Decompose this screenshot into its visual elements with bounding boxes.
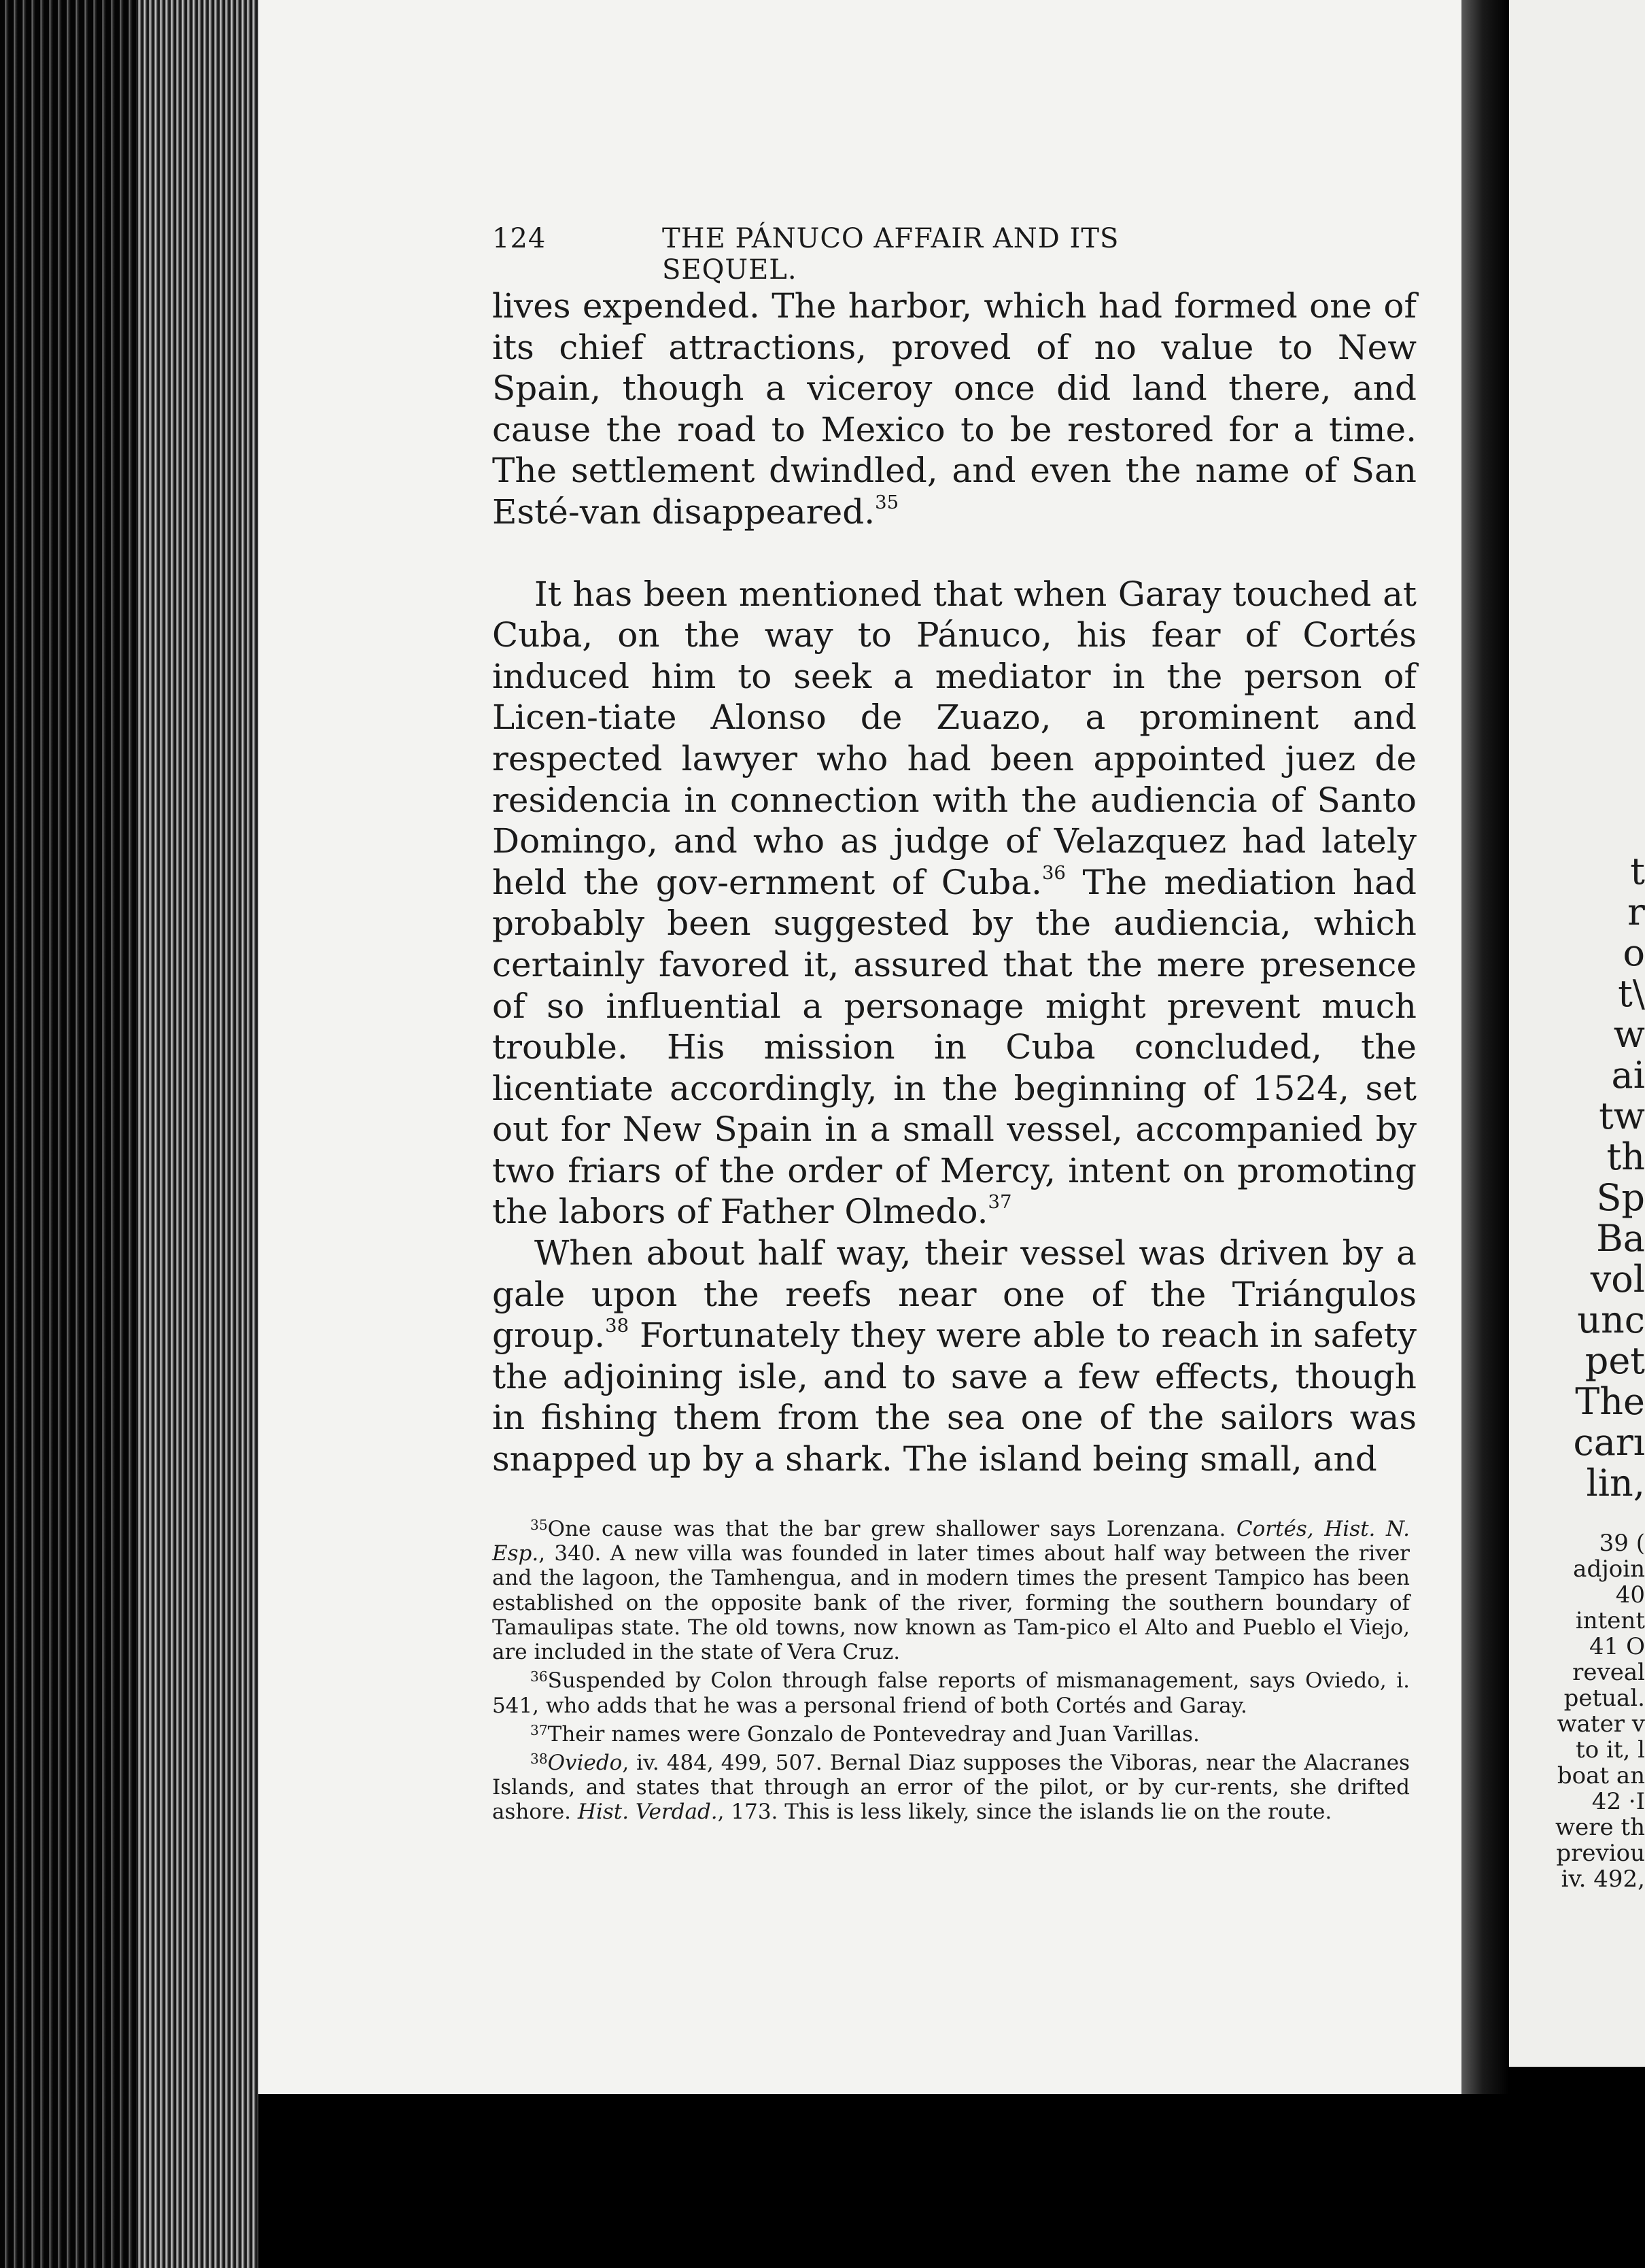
next-page-note-fragment: previou [1556, 1840, 1645, 1867]
paragraph-text: It has been mentioned that when Garay touched at Cuba, on the way to Pánuco, his fear of Cortés induced him to seek a mediator in the person of Licen-tiate Alonso de Zuazo, a prominent and respected lawyer who had been appointed juez de residencia in connection with the audiencia of Santo Domingo, and who as judge of Velazquez had lately held the gov-ernment of Cuba. [492, 574, 1417, 902]
next-page-note-fragment: intent [1575, 1607, 1645, 1634]
next-page-note-fragment: were th [1555, 1814, 1645, 1841]
next-page-note-fragment: to it, l [1576, 1736, 1645, 1764]
book-gutter-shadow [1461, 0, 1509, 2094]
next-page-fragment-line: vol [1590, 1258, 1645, 1301]
next-page-fragment-line: t\ [1618, 972, 1645, 1015]
next-page-fragment-line: w [1613, 1013, 1645, 1056]
next-page-fragment-line: o [1623, 931, 1645, 974]
next-page-fragment-line: Sp [1596, 1176, 1645, 1219]
footnote-text: , iv. 484, 499, 507. Bernal Diaz supposes the Viboras, near the Alacranes Islands, and states that through an error of the pilot, or by cur-rents, she drifted ashore. [492, 1751, 1410, 1825]
running-title: THE PÁNUCO AFFAIR AND ITS SEQUEL. [662, 223, 1120, 286]
footnote-36 [492, 1664, 1410, 1717]
footnote-text: Suspended by Colon through false reports of mismanagement, says Oviedo, i. 541, who adds that he was a personal friend of both Cortés and Garay. [492, 1668, 1410, 1718]
next-page-fragment-line: carı [1573, 1421, 1645, 1464]
paragraph-text: lives expended. The harbor, which had formed one of its chief attractions, proved of no value to New Spain, though a viceroy once did land there, and cause the road to Mexico to be restored for a time. The settlement dwindled, and even the name of San Esté-van disappeared. [492, 286, 1417, 532]
next-page-fragment [1509, 0, 1645, 2067]
footnote-ref: 35 [875, 491, 899, 513]
footnote-citation: Hist. Verdad. [577, 1800, 718, 1825]
bottom-shadow [258, 2094, 1645, 2268]
next-page-fragment-line: th [1606, 1135, 1645, 1178]
footnote-text: , 340. A new villa was founded in later times about half way between the river and the lagoon, the Tamhengua, and in modern times the present Tampico has been established on the opposite bank of the river, forming the southern boundary of Tamaulipas state. The old towns, now known as Tam-pico el Alto and Pueblo el Viejo, are included in the state of Vera Cruz. [492, 1541, 1410, 1665]
next-page-note-fragment: 42 ·I [1591, 1788, 1645, 1815]
next-page-fragment-line: unc [1577, 1299, 1645, 1341]
footnote-number: 38 [530, 1751, 548, 1768]
footnote-35 [492, 1513, 1410, 1664]
next-page-note-fragment: adjoin [1573, 1556, 1645, 1583]
paragraph-text: The mediation had probably been suggested by the audiencia, which certainly favored it, assured that the mere presence of so influential a personage might prevent much trouble. His mission in Cuba concluded, the licentiate accordingly, in the beginning of 1524, set out for New Spain in a small vessel, accompanied by two friars of the order of Mercy, intent on promoting the labors of Father Olmedo. [492, 862, 1417, 1232]
next-page-fragment-line: tw [1599, 1095, 1645, 1137]
next-page-note-fragment: iv. 492, [1561, 1866, 1645, 1893]
paragraph [492, 574, 1417, 1233]
next-page-fragment-line: lin, [1586, 1462, 1645, 1505]
next-page-fragment-line: r [1627, 891, 1645, 933]
next-page-note-fragment: petual. [1563, 1685, 1645, 1712]
footnote-text: One cause was that the bar grew shallower says Lorenzana. [547, 1517, 1236, 1542]
paragraph [492, 286, 1417, 533]
footnote-ref: 37 [988, 1191, 1012, 1214]
body-text [492, 286, 1417, 1480]
footnote-number: 36 [530, 1668, 548, 1685]
paragraph-text: Fortunately they were able to reach in safety the adjoining isle, and to save a few effects, though in fishing them from the sea one of the sailors was snapped up by a shark. The island being small, and [492, 1316, 1417, 1479]
next-page-fragment-line: Ba [1596, 1217, 1645, 1260]
footnote-citation: Cortés, Hist. N. Esp. [492, 1517, 1410, 1566]
next-page-note-fragment: 41 O [1589, 1633, 1645, 1660]
footnote-number: 35 [530, 1517, 548, 1533]
paragraph-text: When about half way, their vessel was driven by a gale upon the reefs near one of the Triángulos group. [492, 1233, 1417, 1356]
footnotes [492, 1513, 1410, 1825]
footnote-citation: Oviedo [547, 1751, 623, 1776]
next-page-note-fragment: water v [1557, 1711, 1645, 1738]
footnote-38 [492, 1747, 1410, 1825]
next-page-fragment-line: The [1575, 1380, 1645, 1423]
footnote-text: , 173. This is less likely, since the islands lie on the route. [717, 1800, 1332, 1825]
next-page-note-fragment: reveal [1572, 1659, 1645, 1686]
footnote-number: 37 [530, 1721, 548, 1738]
next-page-fragment-line: t [1630, 850, 1645, 893]
next-page-fragment-line: ai [1611, 1054, 1645, 1097]
page-number: 124 [492, 223, 547, 254]
footnote-ref: 38 [605, 1315, 629, 1337]
paragraph [492, 1233, 1417, 1480]
next-page-fragment-line: pet [1585, 1339, 1645, 1382]
footnote-text: Their names were Gonzalo de Pontevedray and Juan Varillas. [547, 1721, 1200, 1747]
footnote-ref: 36 [1041, 861, 1066, 884]
next-page-note-fragment: 40 [1615, 1581, 1645, 1609]
footnote-37 [492, 1718, 1410, 1747]
next-page-note-fragment: boat an [1557, 1762, 1645, 1789]
running-header [492, 223, 1253, 286]
book-page-edges-inner [136, 0, 258, 2268]
book-page-edges [0, 0, 258, 2268]
next-page-note-fragment: 39 ( [1599, 1530, 1645, 1557]
